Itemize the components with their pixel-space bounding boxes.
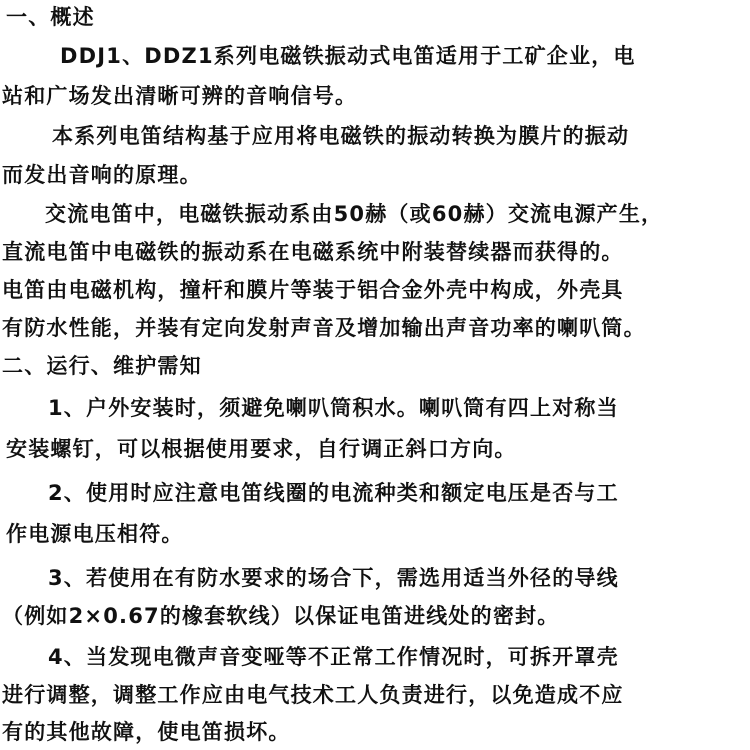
overview-paragraph-2-line-2: 而发出音响的原理。 — [2, 163, 202, 187]
overview-paragraph-1-line-2: 站和广场发出清晰可辨的音响信号。 — [2, 84, 358, 108]
operation-item-4-line-3: 有的其他故障，使电笛损坏。 — [2, 720, 291, 744]
overview-paragraph-3-line-2: 直流电笛中电磁铁的振动系在电磁系统中附装替续器而获得的。 — [2, 240, 624, 264]
operation-item-2-line-1: 2、使用时应注意电笛线圈的电流种类和额定电压是否与工 — [48, 481, 619, 505]
overview-paragraph-3-line-1: 交流电笛中，电磁铁振动系由50赫（或60赫）交流电源产生， — [45, 202, 664, 226]
overview-paragraph-2-line-1: 本系列电笛结构基于应用将电磁铁的振动转换为膜片的振动 — [52, 124, 630, 148]
operation-item-2-line-2: 作电源电压相符。 — [6, 522, 184, 546]
overview-paragraph-3-line-3: 电笛由电磁机构，撞杆和膜片等装于铝合金外壳中构成，外壳具 — [2, 278, 624, 302]
operation-item-3-line-2: （例如2×0.67的橡套软线）以保证电笛进线处的密封。 — [2, 604, 560, 628]
operation-item-4-line-2: 进行调整，调整工作应由电气技术工人负责进行，以免造成不应 — [2, 683, 624, 707]
section-heading-operation: 二、运行、维护需知 — [2, 354, 202, 378]
operation-item-1-line-1: 1、户外安装时，须避免喇叭筒积水。喇叭筒有四上对称当 — [48, 396, 619, 420]
operation-item-4-line-1: 4、当发现电微声音变哑等不正常工作情况时，可拆开罩壳 — [48, 645, 619, 669]
operation-item-3-line-1: 3、若使用在有防水要求的场合下，需选用适当外径的导线 — [48, 566, 619, 590]
overview-paragraph-1-line-1: DDJ1、DDZ1系列电磁铁振动式电笛适用于工矿企业，电 — [60, 44, 636, 68]
overview-paragraph-3-line-4: 有防水性能，并装有定向发射声音及增加输出声音功率的喇叭筒。 — [2, 316, 646, 340]
operation-item-1-line-2: 安装螺钉，可以根据使用要求，自行调正斜口方向。 — [6, 437, 517, 461]
section-heading-overview: 一、概述 — [6, 5, 95, 29]
